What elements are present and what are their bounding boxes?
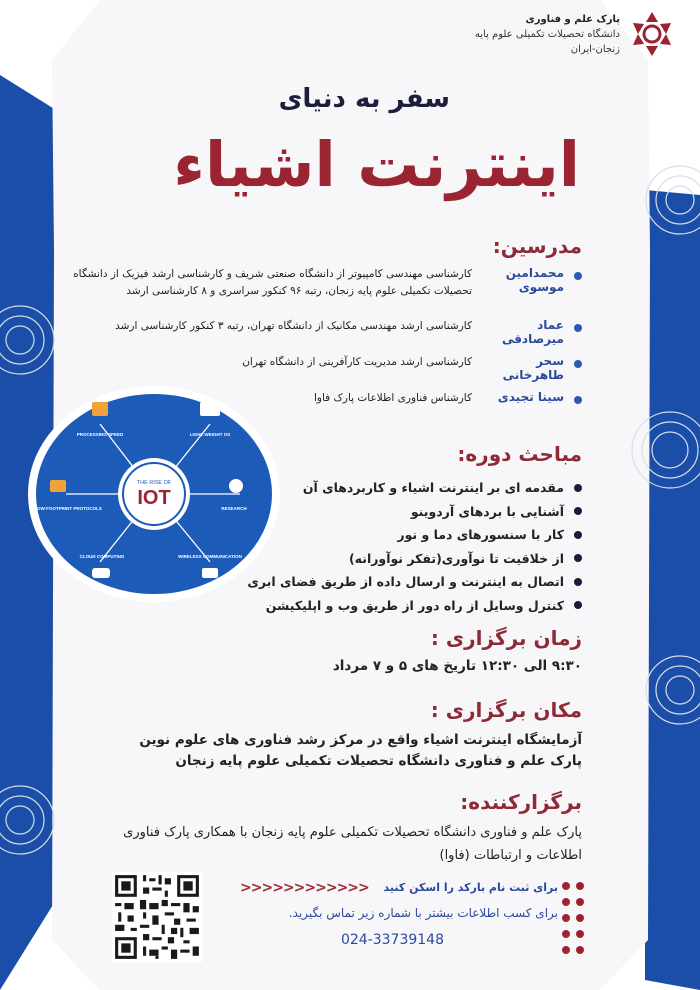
- bullet-icon: [574, 507, 582, 515]
- bullet-icon: [574, 272, 582, 280]
- organization-header: [475, 12, 620, 57]
- org-name: پارک علم و فناوری: [525, 14, 620, 25]
- topics-title: مباحث دوره:: [457, 442, 582, 466]
- iot-label: LIGHT-WEIGHT OS: [189, 432, 231, 437]
- topic-item: [142, 547, 582, 571]
- instructor-desc: کارشناسی ارشد مدیریت کارآفرینی از دانشگاه تهران: [242, 356, 472, 368]
- bullet-icon: [574, 484, 582, 492]
- time-title: زمان برگزاری :: [430, 626, 582, 650]
- topic-text: آشنایی با بردهای آردوینو: [410, 503, 564, 519]
- instructor-name: عماد میرصادقی: [501, 318, 564, 346]
- dots-decoration: [560, 880, 590, 960]
- iot-center-top: THE RISE OF: [136, 480, 172, 486]
- bullet-icon: [574, 601, 582, 609]
- page-title: اینترنت اشیاء: [173, 128, 580, 201]
- org-university: دانشگاه تحصیلات تکمیلی علوم پایه: [474, 29, 620, 40]
- organizer-value: پارک علم و فناوری دانشگاه تحصیلات تکمیلی علوم پایه زنجان با همکاری پارک فناوری اطلاعات و ارتباطات (فاوا): [123, 825, 582, 863]
- iot-center-main: IOT: [137, 487, 171, 509]
- topics-list: [142, 476, 582, 617]
- instructor-desc: کارشناس فناوری اطلاعات پارک فاوا: [313, 392, 472, 404]
- topic-item: [142, 594, 582, 618]
- bullet-icon: [574, 531, 582, 539]
- topic-text: کنترل وسایل از راه دور از طریق وب و اپلیکیشن: [265, 597, 564, 613]
- topic-text: اتصال به اینترنت و ارسال داده از طریق فضای ابری: [247, 574, 564, 590]
- instructors-title: مدرسین:: [492, 234, 582, 258]
- bullet-icon: [574, 324, 582, 332]
- iot-label: WIRELESS COMMUNICATION: [178, 554, 242, 559]
- topic-item: [142, 570, 582, 594]
- instructor-name: سینا تجیدی: [497, 390, 564, 404]
- time-value: ۹:۳۰ الی ۱۲:۳۰ تاریخ های ۵ و ۷ مرداد: [332, 658, 582, 674]
- iot-label: RESEARCH: [221, 506, 247, 511]
- iot-label: CLOUD COMPUTING: [79, 554, 125, 559]
- topic-item: [142, 523, 582, 547]
- phone-number[interactable]: 024-33739148: [340, 932, 444, 948]
- bullet-icon: [574, 360, 582, 368]
- instructor-name: سحر طاهرخانی: [502, 354, 564, 382]
- instructor-item: [62, 266, 582, 318]
- iot-label: LOW-FOOTPRINT PROTOCOLS: [34, 506, 102, 511]
- instructor-name: محمدامین موسوی: [505, 266, 564, 294]
- topic-item: [142, 500, 582, 524]
- instructor-item: [62, 318, 582, 354]
- org-location: زنجان-ایران: [570, 44, 620, 55]
- contact-instruction: برای کسب اطلاعات بیشتر با شماره زیر تماس بگیرید.: [288, 906, 558, 920]
- register-instruction: برای ثبت نام بارکد را اسکن کنید: [383, 881, 558, 894]
- instructor-desc: کارشناسی مهندسی کامپیوتر از دانشگاه صنعتی شریف و کارشناسی ارشد فیزیک از دانشگاه تحصیلات تکمیلی علوم پایه زنجان، رتبه ۹۶ کنکور سراسری و ۸ کارشناسی ارشد: [73, 268, 472, 297]
- place-title: مکان برگزاری :: [430, 698, 582, 722]
- bullet-icon: [574, 578, 582, 586]
- iot-label: PROCESSING SPEED: [76, 432, 124, 437]
- place-value: آزمایشگاه اینترنت اشیاء واقع در مرکز رشد فناوری های علوم نوین پارک علم و فناوری دانشگاه تحصیلات تکمیلی علوم پایه زنجان: [139, 732, 582, 769]
- bullet-icon: [574, 396, 582, 404]
- bullet-icon: [574, 554, 582, 562]
- qr-code[interactable]: [112, 872, 202, 962]
- topic-text: کار با سنسورهای دما و نور: [397, 527, 564, 543]
- topic-item: [142, 476, 582, 500]
- organizer-title: برگزارکننده:: [460, 790, 582, 814]
- arrows-decoration: <<<<<<<<<<<<: [240, 880, 369, 896]
- topic-text: از خلاقیت تا نوآوری(تفکر نوآورانه): [348, 550, 564, 566]
- topic-text: مقدمه ای بر اینترنت اشیاء و کاربردهای آن: [302, 480, 564, 496]
- instructor-desc: کارشناسی ارشد مهندسی مکانیک از دانشگاه تهران، رتبه ۳ کنکور کارشناسی ارشد: [115, 320, 472, 332]
- park-logo-icon: [628, 10, 676, 58]
- subtitle: سفر به دنیای: [278, 84, 450, 114]
